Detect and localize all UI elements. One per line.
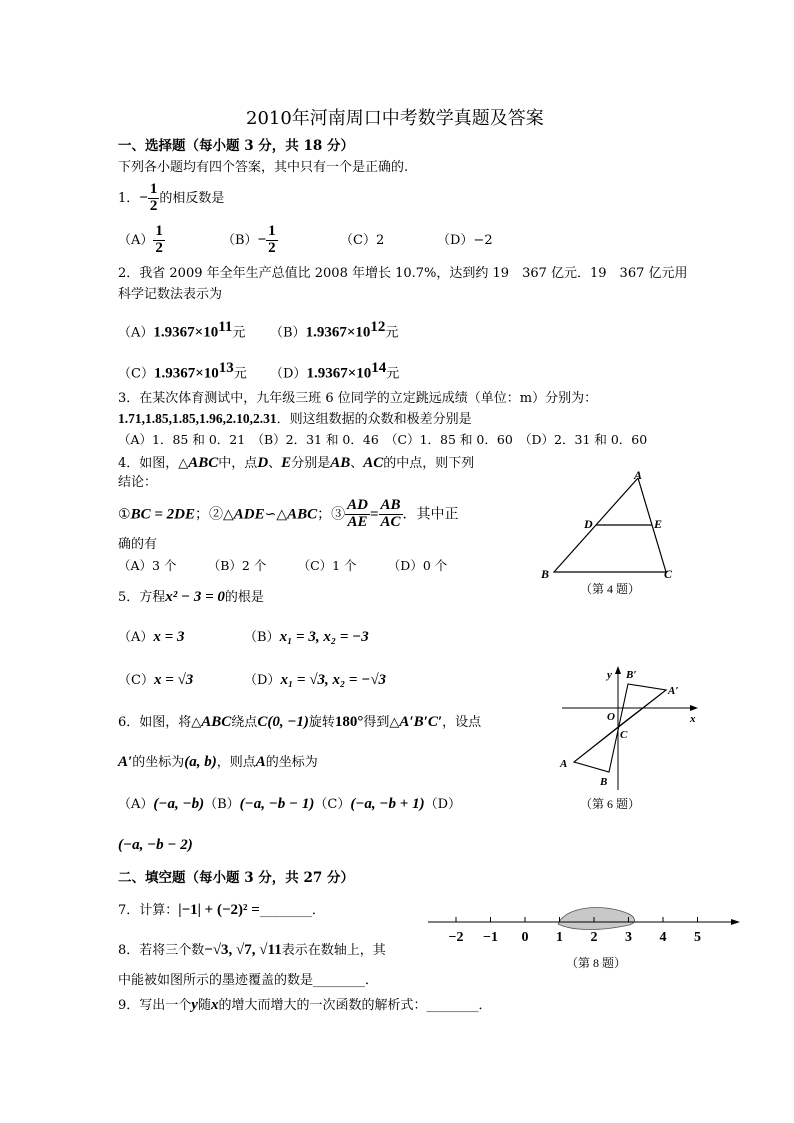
q4-semi1: ；②	[194, 506, 223, 523]
q4-text-d: 的中点，则下列	[383, 456, 475, 471]
q4-tail: ．其中正	[402, 506, 459, 523]
q6-text-f: 的坐标为	[132, 755, 185, 770]
q4-text-b: 中，点	[218, 456, 258, 471]
q9-text-c: 的增大而增大的一次函数的解析式：________．	[218, 998, 492, 1013]
q6-line2	[118, 753, 318, 771]
q4-tri-3: △	[276, 506, 288, 523]
q2-option-a-label: （A）	[118, 325, 154, 341]
q1-option-a-label: （A）	[118, 232, 154, 248]
q2-option-d-unit: 元	[386, 366, 400, 382]
q2-line2: 科学记数法表示为	[118, 287, 223, 302]
q5-option-b	[244, 628, 369, 646]
q1-option-a	[118, 224, 165, 257]
q1-text: 的相反数是	[159, 190, 225, 206]
q4-label-b: B	[541, 567, 550, 581]
q8-numbers: −√3, √7, √11	[204, 942, 282, 958]
q4-c1: ①	[118, 506, 131, 523]
q6-line1	[118, 713, 481, 731]
q8-tick-label: 2	[590, 930, 598, 945]
q1-option-a-fraction	[153, 224, 165, 257]
q5-line	[118, 588, 264, 606]
q8-ink-blot	[558, 908, 635, 930]
q2-option-c-exp: 13	[218, 360, 234, 376]
q5-text-b: 的根是	[224, 590, 264, 605]
q6-label-b-prime: B′	[626, 669, 637, 681]
q8-tick-label: 5	[694, 930, 701, 945]
q2-option-a-exp: 11	[218, 319, 233, 335]
q4-options: （A）3 个 （B）2 个 （C）1 个 （D）0 个	[118, 558, 448, 573]
section1-intro: 下列各小题均有四个答案，其中只有一个是正确的.	[118, 160, 409, 175]
q8-tick-label: 0	[521, 930, 529, 945]
q4-tri-2: △	[222, 506, 234, 523]
q8-line1	[118, 941, 386, 959]
q5-option-a	[118, 628, 184, 646]
q5-option-a-label: （A）	[118, 630, 154, 645]
q6-label-c: C	[620, 729, 628, 741]
q6-side-ac	[574, 727, 618, 762]
q1-option-c: （C）2	[340, 233, 385, 248]
q6-a-prime: A′	[118, 754, 133, 770]
q2-option-a-value: 1.9367×10	[153, 324, 219, 341]
q8-caption: （第 8 题）	[566, 956, 627, 970]
q1-option-a-num: 1	[155, 223, 163, 239]
q4-line2: 结论：	[118, 475, 158, 490]
q4-ade: ADE	[233, 506, 265, 523]
q5-option-d-label: （D）	[244, 673, 281, 688]
q5-equation: x² − 3 = 0	[165, 589, 225, 605]
q1-option-b-fraction	[266, 224, 278, 257]
q4-semi2: ；③	[317, 506, 346, 523]
q6-coordinate-figure	[552, 660, 704, 815]
q4-frac-1-den: AE	[347, 513, 368, 530]
q4-e: E	[281, 455, 292, 471]
q1-option-b-label: （B）	[222, 232, 258, 248]
q2-option-d-label: （D）	[270, 366, 307, 382]
q5-option-a-value: x = 3	[153, 629, 185, 645]
q7-end: ．	[311, 903, 325, 918]
q3-options: （A）1．85 和 0．21 （B）2．31 和 0．46 （C）1．85 和 0．60 （D）2．31 和 0．60	[118, 432, 648, 447]
q7-blank: ________	[259, 903, 312, 918]
q6-label-a: A	[560, 758, 568, 770]
q6-a: A	[255, 754, 266, 770]
q3-line2-rest: ．则这组数据的众数和极差分别是	[276, 412, 472, 427]
q4-frac-1-num: AD	[347, 497, 368, 513]
q4-frac-2-den: AC	[380, 513, 401, 530]
q9-x: x	[210, 997, 219, 1013]
section2-heading: 二、填空题（每小题 3 分，共 27 分）	[118, 870, 354, 886]
q6-label-x: x	[690, 713, 696, 725]
q6-option-c-label: （C）	[314, 797, 351, 812]
q4-frac-1	[345, 498, 370, 531]
q2-option-b-label: （B）	[270, 325, 306, 341]
q4-label-a: A	[634, 468, 643, 482]
q4-caption: （第 4 题）	[580, 582, 641, 596]
q7-line	[118, 901, 325, 919]
q4-ab: AB	[330, 455, 351, 471]
section1-heading: 一、选择题（每小题 3 分，共 18 分）	[118, 138, 354, 154]
q8-line2: 中能被如图所示的墨迹覆盖的数是________．	[118, 973, 379, 988]
q6-text-d: 得到△	[363, 715, 400, 730]
q6-option-d-label: （D）	[424, 797, 461, 812]
q4-ac: AC	[363, 455, 384, 471]
q1-minus: −	[139, 189, 148, 206]
q2-option-d	[270, 359, 399, 382]
q4-abc-2: ABC	[287, 506, 318, 523]
q6-label-o: O	[607, 711, 615, 723]
q9-text-b: 随	[197, 998, 211, 1013]
q4-frac-2	[379, 498, 403, 531]
q6-option-d-value: (−a, −b − 2)	[118, 837, 193, 853]
q2-option-b-value: 1.9367×10	[305, 324, 371, 341]
q4-conclusions	[118, 498, 459, 531]
q6-options-row	[118, 795, 461, 813]
q6-text-b: 绕点	[231, 715, 258, 730]
q1-option-b	[222, 224, 278, 257]
q6-option-a-label: （A）	[118, 797, 154, 812]
q6-label-y: y	[607, 669, 612, 681]
q8-tick-label: 3	[625, 930, 632, 945]
q6-rotated-triangles	[574, 684, 666, 772]
q7-text: 7．计算：	[118, 903, 179, 918]
q5-option-b-value: x₁ = 3, x₂ = −3	[279, 629, 369, 645]
q6-label-b: B	[600, 776, 608, 788]
q3-data: 1.71,1.85,1.85,1.96,2.10,2.31	[118, 411, 277, 426]
q8-tick-label: −1	[483, 930, 498, 945]
q4-sep-1: 、	[268, 456, 282, 471]
q8-text-b: 表示在数轴上，其	[281, 943, 386, 958]
q6-abc-prime: A′B′C′	[399, 714, 443, 730]
q4-bc2de: BC = 2DE	[130, 506, 195, 523]
q6-caption: （第 6 题）	[580, 797, 641, 811]
q6-y-arrow	[615, 666, 621, 674]
q4-triangle-symbol: △	[178, 456, 189, 471]
q2-option-a-unit: 元	[232, 325, 246, 341]
q9-y: y	[191, 997, 198, 1013]
q4-label-c: C	[664, 567, 673, 581]
q8-axis-arrow	[731, 919, 740, 925]
q8-text-a: 8．若将三个数	[118, 943, 205, 958]
q1-option-b-num: 1	[268, 223, 276, 239]
q8-number-line-figure	[426, 900, 744, 975]
q2-option-b-unit: 元	[385, 325, 399, 341]
q4-label-d: D	[584, 517, 593, 531]
q9-text-a: 9．写出一个	[118, 998, 192, 1013]
q2-option-c	[118, 359, 247, 382]
q5-option-b-label: （B）	[244, 630, 280, 645]
q1-frac-den: 2	[149, 197, 158, 214]
q6-option-b-label: （B）	[204, 797, 240, 812]
q4-frac-2-num: AB	[380, 497, 401, 513]
q5-option-d-value: x₁ = √3, x₂ = −√3	[280, 672, 387, 688]
q6-option-c-value: (−a, −b + 1)	[350, 796, 425, 812]
q6-text-g: ，则点	[216, 755, 256, 770]
q4-abc: ABC	[188, 455, 219, 471]
q6-text-c: 旋转	[308, 715, 335, 730]
q1-num: 1．	[118, 190, 140, 206]
q6-option-a-value: (−a, −b)	[153, 796, 205, 812]
q4-label-e: E	[654, 517, 663, 531]
question-1	[118, 182, 224, 215]
q8-tick-label: 4	[659, 930, 667, 945]
q1-option-b-den: 2	[268, 239, 276, 256]
q2-option-c-unit: 元	[233, 366, 247, 382]
q6-text-h: 的坐标为	[265, 755, 318, 770]
q2-option-b-exp: 12	[370, 319, 386, 335]
q8-tick-label: −2	[448, 930, 464, 945]
q6-x-arrow	[690, 705, 698, 711]
q5-text-a: 5．方程	[118, 590, 166, 605]
q4-line4: 确的有	[118, 537, 158, 552]
q4-triangle-figure	[530, 464, 690, 599]
q1-option-b-minus: −	[257, 231, 267, 248]
q2-option-b	[270, 318, 398, 341]
q7-expression: |−1| + (−2)² =	[178, 902, 260, 918]
q4-text-c: 分别是	[291, 456, 331, 471]
q6-option-d	[118, 836, 193, 854]
q2-option-d-value: 1.9367×10	[306, 365, 372, 382]
q6-point: C(0, −1)	[257, 714, 309, 730]
q1-option-d: （D）−2	[437, 233, 493, 248]
q1-fraction	[148, 182, 160, 215]
q4-line1	[118, 454, 474, 472]
q6-coords: (a, b)	[184, 754, 217, 770]
q1-option-a-den: 2	[155, 239, 163, 256]
q8-tick-label: 1	[556, 930, 563, 945]
q6-degree: 180°	[334, 714, 364, 730]
q6-text-a: 6．如图，将△	[118, 715, 202, 730]
page-title: 2010年河南周口中考数学真题及答案	[246, 108, 544, 129]
q3-line1: 3．在某次体育测试中，九年级三班 6 位同学的立定跳远成绩（单位：m）分别为：	[118, 391, 598, 406]
q1-frac-num: 1	[149, 181, 158, 197]
q4-eq: =	[369, 506, 379, 523]
q5-option-c-label: （C）	[118, 673, 154, 688]
q4-sep-2: 、	[350, 456, 364, 471]
q5-option-c	[118, 671, 193, 689]
q2-option-c-label: （C）	[118, 366, 154, 382]
q2-option-c-value: 1.9367×10	[153, 365, 219, 382]
q2-option-a	[118, 318, 245, 341]
q9-line	[118, 996, 491, 1014]
q6-option-b-value: (−a, −b − 1)	[239, 796, 315, 812]
q4-sim: ∽	[264, 506, 277, 523]
q5-option-d	[244, 671, 386, 689]
q6-abc: ABC	[201, 714, 232, 730]
q2-option-d-exp: 14	[371, 360, 387, 376]
q2-line1: 2．我省 2009 年全年生产总值比 2008 年增长 10.7%，达到约 19 367 亿元．19 367 亿元用	[118, 266, 688, 281]
q4-d: D	[257, 455, 269, 471]
q3-line2	[118, 411, 472, 428]
q6-label-a-prime: A′	[668, 685, 679, 697]
q5-option-c-value: x = √3	[153, 672, 194, 688]
q4-text-a: 4．如图，	[118, 456, 179, 471]
q6-text-e: ，设点	[442, 715, 482, 730]
